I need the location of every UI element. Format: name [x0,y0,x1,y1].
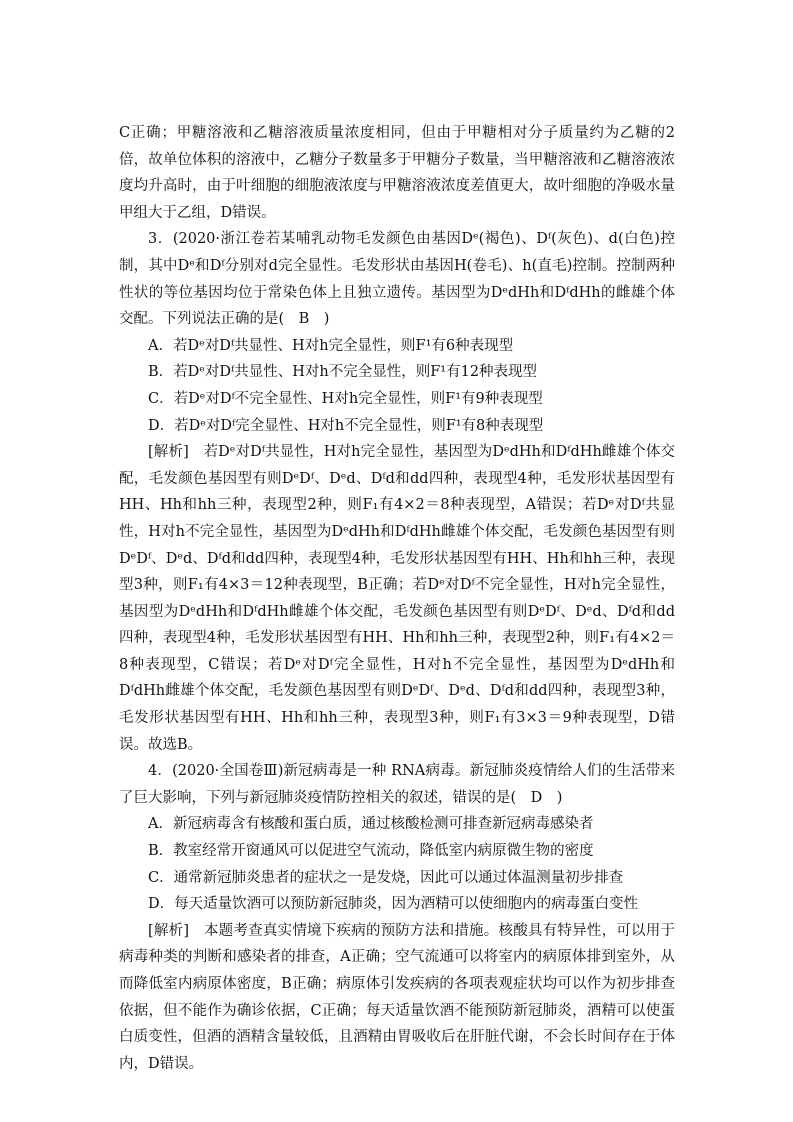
question-3-option-b: B．若Dᵉ对Dᶠ共显性、H对h不完全显性，则F¹有12种表现型 [148,364,538,381]
question-4-option-b: B．教室经常开窗通风可以促进空气流动，降低室内病原微生物的密度 [148,843,594,860]
question-4-stem: 4．(2020·全国卷Ⅲ)新冠病毒是一种 RNA病毒。新冠肺炎疫情给人们的生活带来了巨大影响，下列与新冠肺炎疫情防控相关的叙述，错误的是( D ) [119,763,675,806]
question-3-option-d: D．若Dᵉ对Dᶠ完全显性、H对h不完全显性，则F¹有8种表现型 [148,417,544,434]
question-3-analysis: [解析] 若Dᵉ对Dᶠ共显性，H对h完全显性，基因型为DᵉdHh和DᶠdHh雌雄个体交配，毛发颜色基因型有则DᵉDᶠ、Dᵉd、Dᶠd和dd四种，表现型4种，毛发形状基因型有HH、Hh和hh三种，表现型2种，则F₁有4×2＝8种表现型，A错误；若Dᵉ对Dᶠ共显性，H对h不完全显性，基因型为DᵉdHh和DᶠdHh雌雄个体交配，毛发颜色基因型有则DᵉDᶠ、Dᵉd、Dᶠd和dd四种，表现型4种，毛发形状基因型有HH、Hh和hh三种，表现型3种，则F₁有4×3＝12种表现型，B正确；若Dᵉ对Dᶠ不完全显性，H对h完全显性，基因型为DᵉdHh和DᶠdHh雌雄个体交配，毛发颜色基因型有则DᵉDᶠ、Dᵉd、Dᶠd和dd四种，表现型4种，毛发形状基因型有HH、Hh和hh三种，表现型2种，则F₁有4×2＝8种表现型，C错误；若Dᵉ对Dᶠ完全显性，H对h不完全显性，基因型为DᵉdHh和DᶠdHh雌雄个体交配，毛发颜色基因型有则DᵉDᶠ、Dᵉd、Dᶠd和dd四种，表现型3种，毛发形状基因型有HH、Hh和hh三种，表现型3种，则F₁有3×3＝9种表现型，D错误。故选B。 [119,444,675,753]
intro-paragraph: C正确；甲糖溶液和乙糖溶液质量浓度相同，但由于甲糖相对分子质量约为乙糖的2倍，故单位体积的溶液中，乙糖分子数量多于甲糖分子数量，当甲糖溶液和乙糖溶液浓度均升高时，由于叶细胞的细胞液浓度与甲糖溶液浓度差值更大，故叶细胞的净吸水量甲组大于乙组，D错误。 [119,125,675,221]
document-content [119,120,675,1077]
question-4-option-a: A．新冠病毒含有核酸和蛋白质，通过核酸检测可排查新冠病毒感染者 [148,816,594,833]
question-3-option-a: A．若Dᵉ对Dᶠ共显性、H对h完全显性，则F¹有6种表现型 [148,337,514,354]
question-4-analysis: [解析] 本题考查真实情境下疾病的预防方法和措施。核酸具有特异性，可以用于病毒种类的判断和感染者的排查，A正确；空气流通可以将室内的病原体排到室外，从而降低室内病原体密度，B正确；病原体引发疾病的各项表观症状均可以作为初步排查依据，但不能作为确诊依据，C正确；每天适量饮酒不能预防新冠肺炎，酒精可以使蛋白质变性，但酒的酒精含量较低，且酒精由胃吸收后在肝脏代谢，不会长时间存在于体内，D错误。 [119,922,675,1072]
question-3-stem: 3．(2020·浙江卷若某哺乳动物毛发颜色由基因Dᵉ(褐色)、Dᶠ(灰色)、d(白色)控制，其中Dᵉ和Dᶠ分别对d完全显性。毛发形状由基因H(卷毛)、h(直毛)控制。控制两种性状的等位基因均位于常染色体上且独立遗传。基因型为DᵉdHh和DᶠdHh的雌雄个体交配。下列说法正确的是( B ) [119,231,675,328]
question-4-option-d: D．每天适量饮酒可以预防新冠肺炎，因为酒精可以使细胞内的病毒蛋白变性 [148,896,639,913]
question-4-option-c: C．通常新冠肺炎患者的症状之一是发烧，因此可以通过体温测量初步排查 [148,869,624,886]
question-3-option-c: C．若Dᵉ对Dᶠ不完全显性、H对h完全显性，则F¹有9种表现型 [148,390,543,407]
